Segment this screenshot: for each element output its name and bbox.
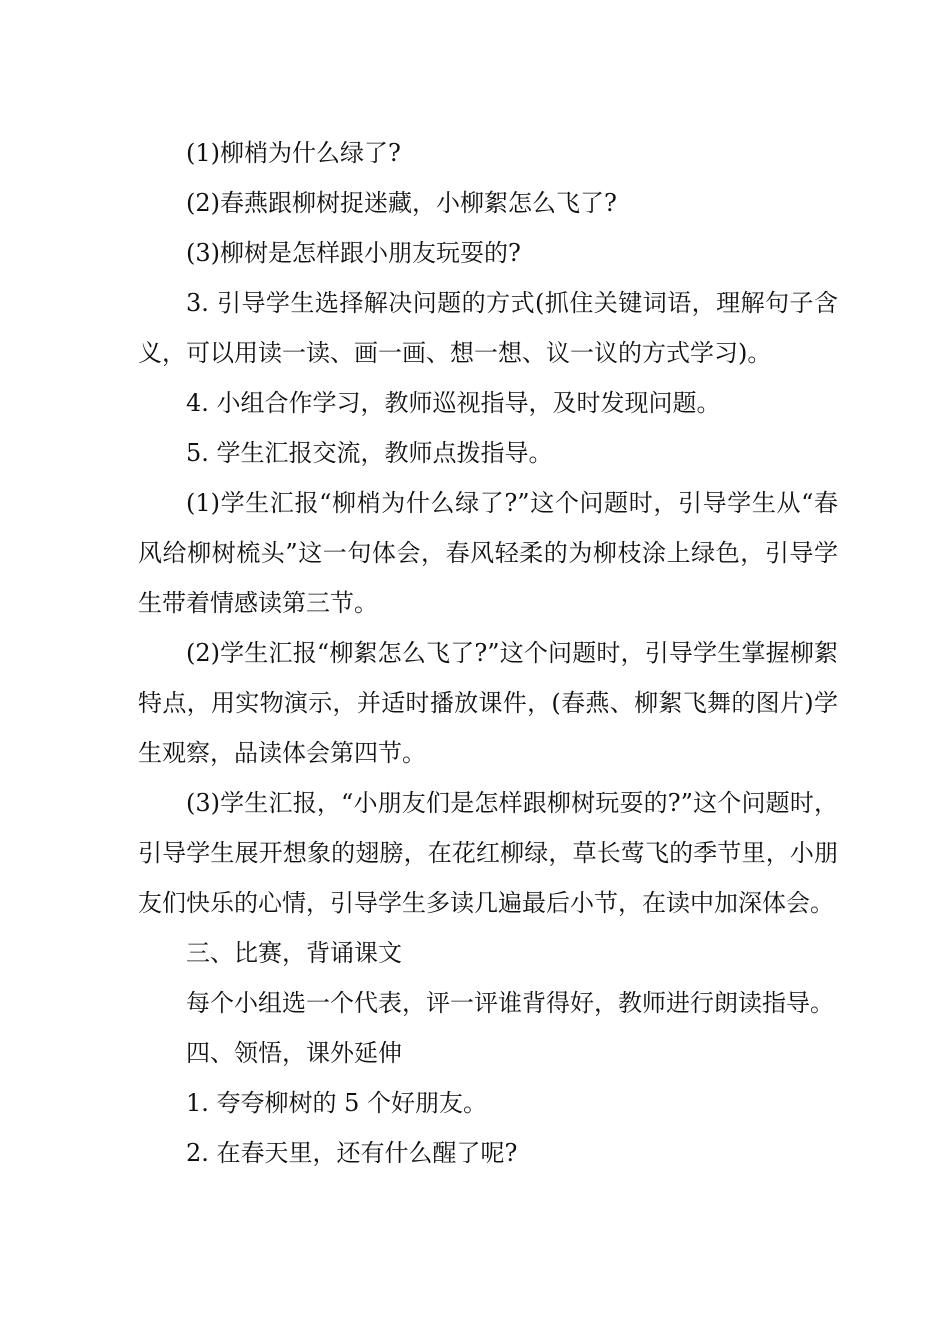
section-heading-3: 三、比赛，背诵课文	[186, 939, 402, 967]
paragraph-report-3: (3)学生汇报，“小朋友们是怎样跟柳树玩耍的?”这个问题时，引导学生展开想象的翅膀，在花红柳绿，草长莺飞的季节里，小朋友们快乐的心情，引导学生多读几遍最后小节，在读中加深体会。	[138, 789, 838, 917]
paragraph-extension-1: 1. 夸夸柳树的 5 个好朋友。	[186, 1089, 488, 1117]
paragraph-report-1: (1)学生汇报“柳梢为什么绿了?”这个问题时，引导学生从“春风给柳树梳头”这一句体会，春风轻柔的为柳枝涂上绿色，引导学生带着情感读第三节。	[138, 489, 838, 617]
paragraph-step-4: 4. 小组合作学习，教师巡视指导，及时发现问题。	[186, 389, 721, 417]
paragraph-question-3: (3)柳树是怎样跟小朋友玩耍的?	[186, 239, 521, 267]
paragraph-extension-2: 2. 在春天里，还有什么醒了呢?	[186, 1139, 518, 1167]
paragraph-question-2: (2)春燕跟柳树捉迷藏，小柳絮怎么飞了?	[186, 189, 617, 217]
paragraph-question-1: (1)柳梢为什么绿了?	[186, 139, 401, 167]
paragraph-step-3: 3. 引导学生选择解决问题的方式(抓住关键词语，理解句子含义，可以用读一读、画一画、想一想、议一议的方式学习)。	[138, 289, 838, 367]
section-heading-4: 四、领悟，课外延伸	[186, 1039, 402, 1067]
paragraph-section-3: 每个小组选一个代表，评一评谁背得好，教师进行朗读指导。	[186, 989, 834, 1017]
paragraph-step-5: 5. 学生汇报交流，教师点拨指导。	[186, 439, 553, 467]
paragraph-report-2: (2)学生汇报“柳絮怎么飞了?”这个问题时，引导学生掌握柳絮特点，用实物演示，并适时播放课件，(春燕、柳絮飞舞的图片)学生观察，品读体会第四节。	[138, 639, 838, 767]
document-body	[138, 128, 838, 1178]
